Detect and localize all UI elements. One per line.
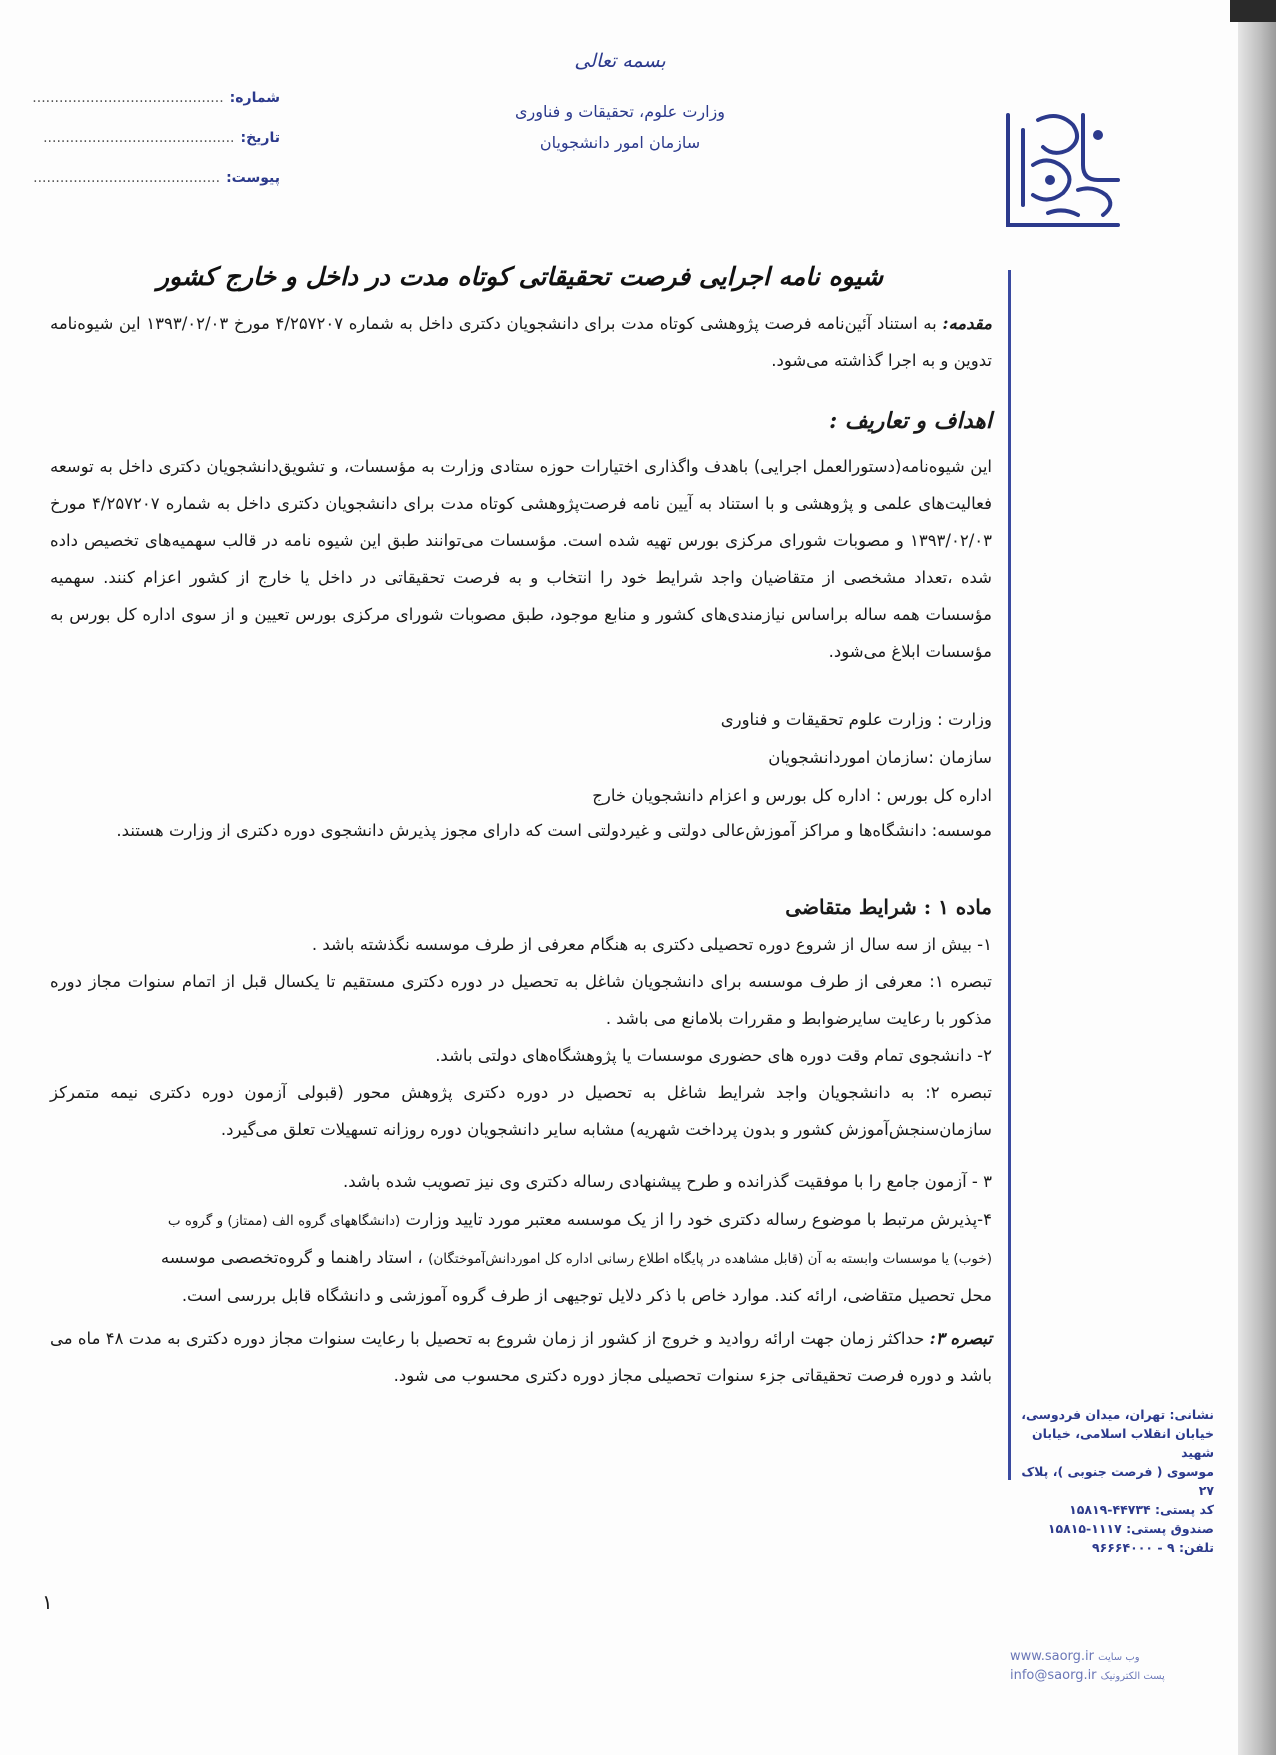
goals-heading: اهداف و تعاریف : xyxy=(829,408,992,434)
goals-paragraph: این شیوه‌نامه(دستورالعمل اجرایی) باهدف واگذاری اختیارات حوزه ستادی وزارت به مؤسسات، و تشویق‌دانشجویان دکتری داخل به توسعه فعالیت‌های علمی و پژوهشی و با استناد به آیین نامه فرصت‌پژوهشی کوتاه مدت برای دانشجویان دکتری داخل به شماره ۴/۲۵۷۲۰۷ مورخ ۱۳۹۳/۰۲/۰۳ و مصوبات شورای مرکزی بورس تهیه شده است. مؤسسات می‌توانند طبق این شیوه نامه در قالب سهمیه‌های تخصیص داده شده ،تعداد مشخصی از متقاضیان واجد شرایط خود را انتخاب و به فرصت تحقیقاتی در داخل یا خارج از کشور اعزام کنند. سهمیه مؤسسات همه ساله براساس نیازمندی‌های کشور و منابع موجود، طبق مصوبات شورای مرکزی بورس تعیین و از سوی اداره کل بورس به مؤسسات ابلاغ می‌شود. xyxy=(50,457,992,661)
condition-item-4-line3: محل تحصیل متقاضی، ارائه کند. موارد خاص با ذکر دلایل توجیهی از طرف گروه آموزشی و دانشگاه قابل بررسی است. xyxy=(181,1286,992,1305)
definition-institution: موسسه: دانشگاه‌ها و مراکز آموزش‌عالی دولتی و غیردولتی است که دارای مجوز پذیرش دانشجوی دوره دکتری از وزارت هستند. xyxy=(116,821,992,840)
meta-number xyxy=(32,78,280,118)
condition-item-3: ۳ - آزمون جامع را با موفقیت گذرانده و طرح پیشنهادی رساله دکتری وی نیز تصویب شده باشد. xyxy=(343,1172,992,1191)
condition-item-4-part-a: ۴-پذیرش مرتبط با موضوع رساله دکتری خود را از یک موسسه معتبر مورد تایید وزارت xyxy=(405,1210,992,1229)
meta-date-label: تاریخ: xyxy=(240,130,280,146)
meta-number-value: ........................................... xyxy=(32,90,224,106)
email-link[interactable]: info@saorg.ir xyxy=(1010,1668,1097,1683)
meta-attachment-value: .......................................... xyxy=(33,170,221,186)
page-number: ۱ xyxy=(42,1590,53,1614)
meta-number-label: شماره: xyxy=(229,90,280,106)
website-label: وب سایت xyxy=(1098,1652,1140,1663)
address-line: خیابان انقلاب اسلامی، خیابان شهید xyxy=(1031,1426,1214,1460)
condition-item-2: ۲- دانشجوی تمام وقت دوره های حضوری موسسات یا پژوهشگاه‌های دولتی باشد. xyxy=(435,1046,992,1065)
address-line: تلفن: ۹ - ۹۶۶۶۴۰۰۰ xyxy=(1092,1540,1214,1555)
note3-text: حداکثر زمان جهت ارائه روادید و خروج از کشور از زمان شروع به تحصیل با رعایت سنوات مجاز دوره دکتری به مدت ۴۸ ماه می باشد و دوره فرصت تحقیقاتی جزء سنوات تحصیلی مجاز دوره دکتری محسوب می شود. xyxy=(50,1329,992,1385)
scan-edge-shadow xyxy=(1238,0,1276,1755)
margin-rule xyxy=(1008,270,1011,1480)
condition-item-4-line1 xyxy=(50,1210,992,1229)
meta-attachment-label: پیوست: xyxy=(226,170,280,186)
address-line: موسوی ( فرصت جنوبی )، پلاک ۲۷ xyxy=(1021,1464,1214,1498)
meta-attachment xyxy=(33,158,280,198)
website-link[interactable]: www.saorg.ir xyxy=(1010,1649,1094,1664)
bismillah: بسمه تعالی xyxy=(574,50,666,72)
address-line: صندوق پستی: ۱۱۱۷-۱۵۸۱۵ xyxy=(1047,1521,1214,1536)
letterhead xyxy=(420,96,820,158)
letter-meta xyxy=(32,78,280,198)
document-title: شیوه نامه اجرایی فرصت تحقیقاتی کوتاه مدت در داخل و خارج کشور xyxy=(156,262,884,291)
condition-item-1: ۱- بیش از سه سال از شروع دوره تحصیلی دکتری به هنگام معرفی از طرف موسسه نگذشته باشد . xyxy=(311,935,992,954)
note3-label: تبصره ۳: xyxy=(929,1329,992,1348)
address-line: نشانی: تهران، میدان فردوسی، xyxy=(1021,1407,1214,1422)
meta-date-value: ........................................... xyxy=(43,130,235,146)
intro-paragraph xyxy=(50,305,992,379)
condition-note-3 xyxy=(50,1320,992,1394)
email-label: پست الکترونیک xyxy=(1100,1671,1165,1682)
address-line: کد پستی: ۴۴۷۳۴-۱۵۸۱۹ xyxy=(1069,1502,1214,1517)
definition-bureau: اداره کل بورس : اداره کل بورس و اعزام دانشجویان خارج xyxy=(592,786,992,805)
intro-text: به استناد آئین‌نامه فرصت پژوهشی کوتاه مدت برای دانشجویان دکتری داخل به شماره ۴/۲۵۷۲۰۷ مورخ ۱۳۹۳/۰۲/۰۳ این شیوه‌نامه تدوین و به اجرا گذاشته می‌شود. xyxy=(50,314,992,370)
organization-name: سازمان امور دانشجویان xyxy=(539,133,701,152)
definition-ministry: وزارت : وزارت علوم تحقیقات و فناوری xyxy=(720,710,992,729)
meta-date xyxy=(43,118,280,158)
condition-item-4-part-c: (خوب) یا موسسات وابسته به آن (قابل مشاهده در پایگاه اطلاع رسانی اداره کل اموردانش‌آموختگان) xyxy=(428,1251,992,1267)
email-row xyxy=(1010,1667,1210,1686)
condition-item-4-part-b: (دانشگاههای گروه الف (ممتاز) و گروه ب xyxy=(167,1213,401,1229)
intro-label: مقدمه: xyxy=(942,314,992,333)
condition-note-2: تبصره ۲: به دانشجویان واجد شرایط شاغل به تحصیل در دوره دکتری پژوهش محور (قبولی آزمون دوره دکتری نیمه متمرکز سازمان‌سنجش‌آموزش کشور و بدون پرداخت شهریه) مشابه سایر دانشجویان دوره روزانه تسهیلات تعلق می‌گیرد. xyxy=(50,1083,993,1139)
definition-organization: سازمان :سازمان اموردانشجویان xyxy=(768,748,992,767)
article1-heading: ماده ۱ : شرایط متقاضی xyxy=(785,895,992,919)
website-row xyxy=(1010,1648,1210,1667)
condition-note-1: تبصره ۱: معرفی از طرف موسسه برای دانشجویان شاغل به تحصیل در دوره دکتری مستقیم تا یکسال قبل از اتمام سنوات مجاز دوره مذکور با رعایت سایرضوابط و مقررات بلامانع می باشد . xyxy=(50,972,993,1028)
scan-corner-mark xyxy=(1230,0,1276,22)
sidebar-web xyxy=(1010,1648,1210,1686)
ministry-name: وزارت علوم، تحقیقات و فناوری xyxy=(515,102,725,121)
organization-logo-icon xyxy=(988,95,1138,245)
sidebar-address xyxy=(1014,1405,1214,1557)
condition-item-4-part-d: ، استاد راهنما و گروه‌تخصصی موسسه xyxy=(160,1248,423,1267)
condition-item-4-line2 xyxy=(50,1248,992,1267)
